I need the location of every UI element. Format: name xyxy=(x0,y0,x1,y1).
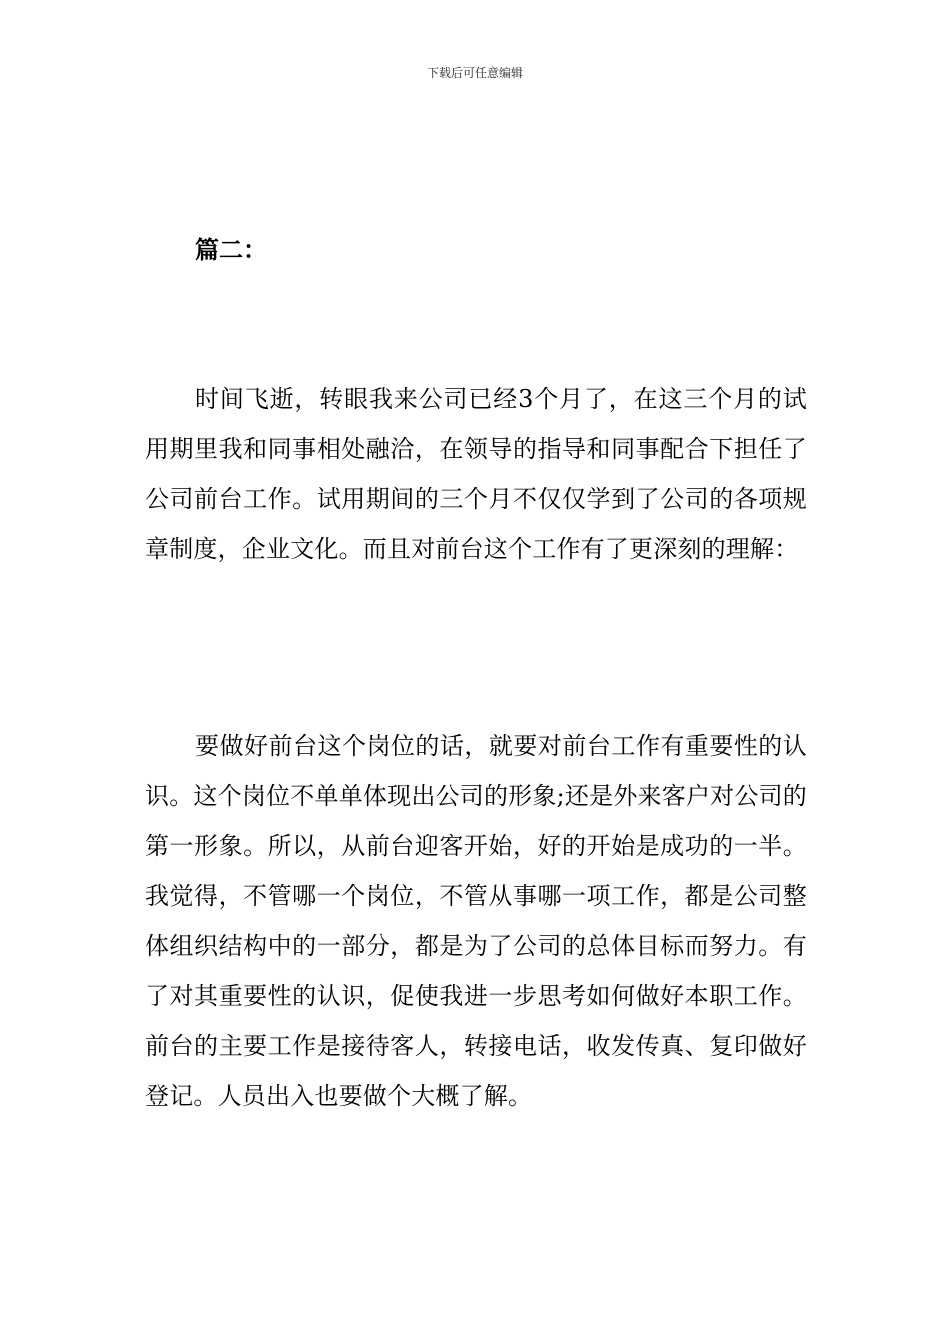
body-paragraph-2: 要做好前台这个岗位的话，就要对前台工作有重要性的认识。这个岗位不单单体现出公司的形象;还是外来客户对公司的第一形象。所以，从前台迎客开始，好的开始是成功的一半。我觉得，不管哪一个岗位，不管从事哪一项工作，都是公司整体组织结构中的一部分，都是为了公司的总体目标而努力。有了对其重要性的认识，促使我进一步思考如何做好本职工作。前台的主要工作是接待客人，转接电话，收发传真、复印做好登记。人员出入也要做个大概了解。 xyxy=(145,732,807,1110)
section-heading: 篇二： xyxy=(195,235,267,264)
body-paragraph-1: 时间飞逝，转眼我来公司已经3个月了，在这三个月的试用期里我和同事相处融洽，在领导的指导和同事配合下担任了公司前台工作。试用期间的三个月不仅仅学到了公司的各项规章制度，企业文化。而且对前台这个工作有了更深刻的理解： xyxy=(145,385,807,563)
page-header: 下载后可任意编辑 xyxy=(426,66,523,80)
